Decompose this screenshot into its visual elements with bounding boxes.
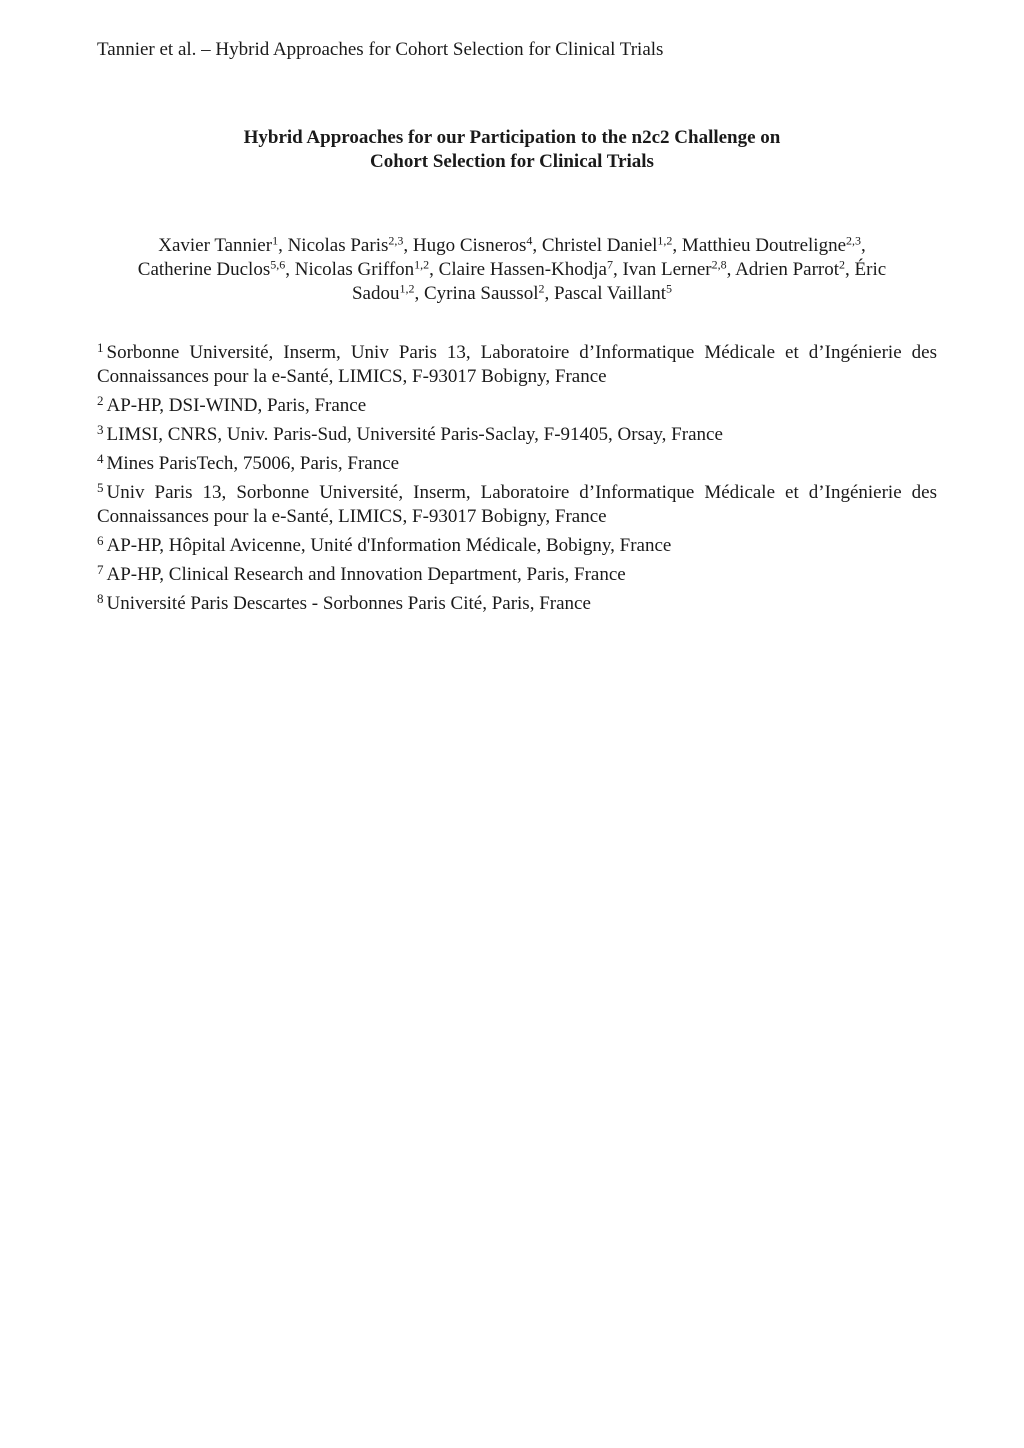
affiliation-number: 4 [97,451,104,467]
affiliation-item [97,563,937,587]
author-affiliation-marker: 2 [839,257,846,272]
author-separator: , [612,259,623,280]
author-separator: , [532,235,542,256]
affiliation-number: 1 [97,340,104,356]
running-header: Tannier et al. – Hybrid Approaches for Cohort Selection for Clinical Trials [97,39,664,60]
author-separator: , [544,283,554,304]
author-affiliation-marker: 7 [606,257,613,272]
author-list [60,234,964,306]
author-affiliation-marker: 2,3 [846,233,862,248]
author-affiliation-marker: 1 [272,233,279,248]
affiliation-text: AP-HP, Hôpital Avicenne, Unité d'Information Médicale, Bobigny, France [106,535,672,556]
author-separator: , [861,235,866,256]
author-separator: , Éric [845,259,887,280]
author-affiliation-marker: 4 [526,233,533,248]
author-separator: , [726,259,736,280]
author-name: Ivan Lerner [622,259,712,280]
author-affiliation-marker: 1,2 [399,281,415,296]
affiliation-text: Sorbonne Université, Inserm, Univ Paris 13, Laboratoire d’Informatique Médicale et d’Ingénierie des Connaissances pour la e-Santé, LIMICS, F-93017 Bobigny, France [97,342,937,387]
author-line-1 [60,234,964,258]
author-affiliation-marker: 5,6 [270,257,286,272]
author-name: Hugo Cisneros [412,235,527,256]
author-affiliation-marker: 2,8 [711,257,727,272]
affiliation-item [97,534,937,558]
author-name: Adrien Parrot [735,259,840,280]
author-separator: , [414,283,424,304]
author-name: Pascal Vaillant [553,283,667,304]
affiliation-number: 2 [97,393,104,409]
paper-title [0,126,1024,174]
paper-title-line-2: Cohort Selection for Clinical Trials [370,151,654,172]
author-name: Christel Daniel [541,235,658,256]
affiliation-text: Université Paris Descartes - Sorbonnes Paris Cité, Paris, France [106,593,591,614]
affiliation-number: 6 [97,533,104,549]
affiliation-text: AP-HP, DSI-WIND, Paris, France [106,395,367,416]
author-name: Xavier Tannier [158,235,273,256]
affiliation-item [97,341,937,389]
author-separator: , [403,235,413,256]
affiliation-number: 8 [97,591,104,607]
author-separator: , [278,235,288,256]
affiliation-item [97,481,937,529]
author-name: Sadou [351,283,400,304]
author-affiliation-marker: 2 [538,281,545,296]
affiliation-number: 7 [97,562,104,578]
author-name: Claire Hassen-Khodja [438,259,607,280]
affiliation-item [97,394,937,418]
author-separator: , [285,259,295,280]
affiliation-text: Mines ParisTech, 75006, Paris, France [106,453,400,474]
author-name: Catherine Duclos [137,259,271,280]
author-name: Nicolas Griffon [294,259,415,280]
author-name: Matthieu Doutreligne [681,235,847,256]
affiliation-text: Univ Paris 13, Sorbonne Université, Inserm, Laboratoire d’Informatique Médicale et d’Ingénierie des Connaissances pour la e-Santé, LIMICS, F-93017 Bobigny, France [97,482,937,527]
affiliation-item [97,423,937,447]
paper-title-line-1: Hybrid Approaches for our Participation to the n2c2 Challenge on [243,127,781,148]
affiliation-item [97,592,937,616]
author-separator: , [672,235,682,256]
affiliation-number: 3 [97,422,104,438]
author-affiliation-marker: 5 [666,281,673,296]
author-line-2 [60,258,964,282]
affiliation-list [97,341,937,621]
author-name: Nicolas Paris [287,235,389,256]
author-name: Cyrina Saussol [423,283,539,304]
affiliation-number: 5 [97,480,104,496]
author-affiliation-marker: 2,3 [388,233,404,248]
author-affiliation-marker: 1,2 [414,257,430,272]
author-separator: , [429,259,439,280]
author-line-3 [60,282,964,306]
affiliation-item [97,452,937,476]
affiliation-text: AP-HP, Clinical Research and Innovation Department, Paris, France [106,564,626,585]
affiliation-text: LIMSI, CNRS, Univ. Paris-Sud, Université Paris-Saclay, F-91405, Orsay, France [106,424,723,445]
author-affiliation-marker: 1,2 [657,233,673,248]
